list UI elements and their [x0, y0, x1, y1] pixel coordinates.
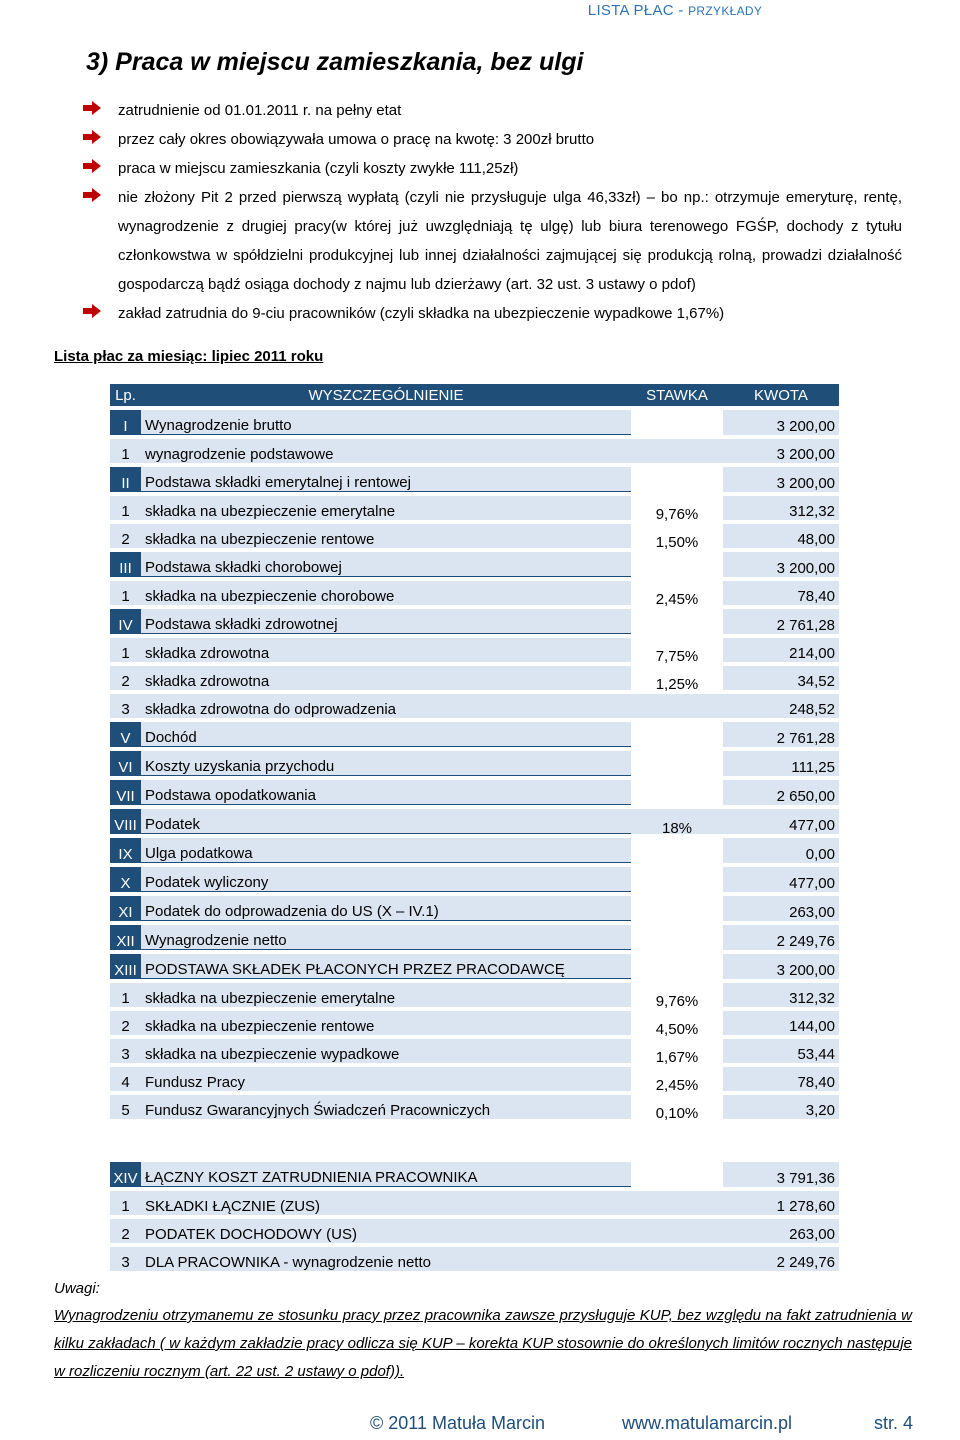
- list-item: zakład zatrudnia do 9-ciu pracowników (czyli składka na ubezpieczenie wypadkowe 1,67%): [82, 299, 902, 328]
- row-description: Podatek do odprowadzenia do US (X – IV.1): [141, 896, 631, 921]
- row-description: składka zdrowotna: [141, 638, 631, 662]
- row-amount: 78,40: [723, 581, 839, 605]
- row-rate: 1,25%: [631, 666, 723, 690]
- row-number: 2: [110, 1011, 141, 1035]
- row-rate: [631, 609, 723, 634]
- row-number: 2: [110, 524, 141, 548]
- row-description: DLA PRACOWNIKA - wynagrodzenie netto: [141, 1247, 631, 1271]
- footer-page-number: str. 4: [874, 1413, 914, 1433]
- row-number: XIII: [110, 954, 141, 979]
- row-amount: 312,32: [723, 983, 839, 1007]
- table-row: [110, 496, 839, 520]
- table-row: [110, 925, 839, 950]
- row-number: 2: [110, 1219, 141, 1243]
- row-description: Wynagrodzenie netto: [141, 925, 631, 950]
- section-heading: 3) Praca w miejscu zamieszkania, bez ulgi: [86, 48, 584, 76]
- arrow-right-icon: [82, 188, 102, 202]
- row-rate: 2,45%: [631, 581, 723, 605]
- row-description: Podstawa składki chorobowej: [141, 552, 631, 577]
- row-number: 1: [110, 983, 141, 1007]
- row-number: 3: [110, 694, 141, 718]
- table-row: [110, 524, 839, 548]
- row-number: 1: [110, 1191, 141, 1215]
- table-row: [110, 638, 839, 662]
- table-row: [110, 581, 839, 605]
- table-row: [110, 780, 839, 805]
- row-amount: 34,52: [723, 666, 839, 690]
- row-rate: [631, 467, 723, 492]
- row-amount: 477,00: [723, 809, 839, 834]
- row-number: X: [110, 867, 141, 892]
- row-rate: [631, 552, 723, 577]
- row-amount: 111,25: [723, 751, 839, 776]
- table-row: [110, 1247, 839, 1271]
- header-subtitle: PRZYKŁADY: [688, 4, 763, 18]
- row-amount: 2 650,00: [723, 780, 839, 805]
- row-rate: [631, 896, 723, 921]
- row-rate: [631, 838, 723, 863]
- row-number: 3: [110, 1247, 141, 1271]
- row-description: składka zdrowotna do odprowadzenia: [141, 694, 631, 718]
- list-item: zatrudnienie od 01.01.2011 r. na pełny etat: [82, 96, 902, 125]
- row-rate: [631, 867, 723, 892]
- row-rate: [631, 722, 723, 747]
- table-row: [110, 467, 839, 492]
- row-number: 1: [110, 496, 141, 520]
- row-amount: 3,20: [723, 1095, 839, 1119]
- table-row: [110, 838, 839, 863]
- row-rate: [631, 780, 723, 805]
- row-rate: [631, 1247, 723, 1271]
- row-number: 4: [110, 1067, 141, 1091]
- footer-website: www.matulamarcin.pl: [622, 1413, 793, 1433]
- row-amount: 0,00: [723, 838, 839, 863]
- row-number: VIII: [110, 809, 141, 834]
- row-description: PODSTAWA SKŁADEK PŁACONYCH PRZEZ PRACODAWCĘ: [141, 954, 631, 979]
- row-amount: 78,40: [723, 1067, 839, 1091]
- row-rate: [631, 410, 723, 435]
- row-description: Ulga podatkowa: [141, 838, 631, 863]
- row-rate: [631, 1191, 723, 1215]
- row-rate: 9,76%: [631, 496, 723, 520]
- row-amount: 48,00: [723, 524, 839, 548]
- row-number: IX: [110, 838, 141, 863]
- table-row: [110, 722, 839, 747]
- row-rate: [631, 439, 723, 463]
- arrow-right-icon: [82, 304, 102, 318]
- table-row: [110, 1191, 839, 1215]
- row-amount: 214,00: [723, 638, 839, 662]
- row-number: I: [110, 410, 141, 435]
- list-item: nie złożony Pit 2 przed pierwszą wypłatą (czyli nie przysługuje ulga 46,33zł) – bo np.: otrzymuje emeryturę, rentę, wynagrodzenie z drugiej pracy(w której już uwzględniają tę ulgę) lub biura terenowego FGŚP, dochody z tytułu członkowstwa w spółdzielni produkcyjnej lub innej działalności zajmującej się produkcją rolną, prowadzi działalność gospodarczą bądź osiąga dochody z najmu lub dzierżawy (art. 32 ust. 3 ustawy o pdof): [82, 183, 902, 299]
- table-row: [110, 552, 839, 577]
- row-description: składka zdrowotna: [141, 666, 631, 690]
- notes-text: Wynagrodzeniu otrzymanemu ze stosunku pracy przez pracownika zawsze przysługuje KUP, bez względu na fakt zatrudnienia w kilku zakładach ( w każdym zakładzie pracy odlicza się KUP – korekta KUP stosownie do określonych limitów rocznych następuje w rozliczeniu rocznym (art. 22 ust. 2 ustawy o pdof)).: [54, 1307, 912, 1380]
- row-rate: 1,50%: [631, 524, 723, 548]
- row-number: II: [110, 467, 141, 492]
- column-header: WYSZCZEGÓLNIENIE: [141, 384, 631, 406]
- row-rate: 2,45%: [631, 1067, 723, 1091]
- row-number: XIV: [110, 1162, 141, 1187]
- arrow-right-icon: [82, 130, 102, 144]
- row-rate: [631, 751, 723, 776]
- table-row: [110, 896, 839, 921]
- row-amount: 2 761,28: [723, 609, 839, 634]
- row-description: Dochód: [141, 722, 631, 747]
- row-amount: 477,00: [723, 867, 839, 892]
- table-row: [110, 1067, 839, 1091]
- row-description: SKŁADKI ŁĄCZNIE (ZUS): [141, 1191, 631, 1215]
- row-amount: 2 761,28: [723, 722, 839, 747]
- payroll-subtitle: Lista płac za miesiąc: lipiec 2011 roku: [54, 348, 324, 365]
- row-number: VII: [110, 780, 141, 805]
- row-description: PODATEK DOCHODOWY (US): [141, 1219, 631, 1243]
- row-description: Koszty uzyskania przychodu: [141, 751, 631, 776]
- row-amount: 263,00: [723, 896, 839, 921]
- row-number: VI: [110, 751, 141, 776]
- table-row: [110, 983, 839, 1007]
- column-header: KWOTA: [723, 384, 839, 406]
- row-description: Podatek wyliczony: [141, 867, 631, 892]
- row-rate: [631, 925, 723, 950]
- row-number: 1: [110, 638, 141, 662]
- table-row: [110, 410, 839, 435]
- list-item: praca w miejscu zamieszkania (czyli koszty zwykłe 111,25zł): [82, 154, 902, 183]
- row-rate: [631, 1162, 723, 1187]
- row-number: XI: [110, 896, 141, 921]
- row-amount: 263,00: [723, 1219, 839, 1243]
- row-description: Fundusz Pracy: [141, 1067, 631, 1091]
- table-header-row: [110, 384, 839, 406]
- row-rate: 7,75%: [631, 638, 723, 662]
- table-row: [110, 1162, 839, 1187]
- row-amount: 3 791,36: [723, 1162, 839, 1187]
- table-row: [110, 694, 839, 718]
- row-amount: 1 278,60: [723, 1191, 839, 1215]
- table-row: [110, 1095, 839, 1119]
- row-amount: 2 249,76: [723, 1247, 839, 1271]
- row-number: XII: [110, 925, 141, 950]
- footer-copyright: © 2011 Matuła Marcin: [370, 1413, 546, 1433]
- list-item: przez cały okres obowiązywała umowa o pracę na kwotę: 3 200zł brutto: [82, 125, 902, 154]
- row-description: składka na ubezpieczenie wypadkowe: [141, 1039, 631, 1063]
- page-header: [390, 2, 960, 19]
- row-amount: 144,00: [723, 1011, 839, 1035]
- assumptions-list: [82, 96, 902, 328]
- row-amount: 53,44: [723, 1039, 839, 1063]
- table-row: [110, 954, 839, 979]
- table-row: [110, 609, 839, 634]
- table-row: [110, 1011, 839, 1035]
- row-description: Wynagrodzenie brutto: [141, 410, 631, 435]
- row-description: składka na ubezpieczenie emerytalne: [141, 983, 631, 1007]
- row-amount: 3 200,00: [723, 410, 839, 435]
- row-description: składka na ubezpieczenie rentowe: [141, 524, 631, 548]
- row-number: 3: [110, 1039, 141, 1063]
- row-rate: [631, 694, 723, 718]
- arrow-right-icon: [82, 101, 102, 115]
- row-description: Podstawa opodatkowania: [141, 780, 631, 805]
- row-amount: 248,52: [723, 694, 839, 718]
- row-description: wynagrodzenie podstawowe: [141, 439, 631, 463]
- table-row: [110, 751, 839, 776]
- row-number: III: [110, 552, 141, 577]
- row-number: 5: [110, 1095, 141, 1119]
- row-amount: 3 200,00: [723, 552, 839, 577]
- row-number: IV: [110, 609, 141, 634]
- row-number: 1: [110, 439, 141, 463]
- header-title: LISTA PŁAC -: [587, 2, 689, 19]
- row-description: Podstawa składki zdrowotnej: [141, 609, 631, 634]
- row-number: V: [110, 722, 141, 747]
- row-rate: 1,67%: [631, 1039, 723, 1063]
- summary-table: [110, 1158, 839, 1275]
- row-rate: 18%: [631, 809, 723, 834]
- column-header: STAWKA: [631, 384, 723, 406]
- table-row: [110, 867, 839, 892]
- table-row: [110, 809, 839, 834]
- row-rate: 9,76%: [631, 983, 723, 1007]
- row-rate: [631, 954, 723, 979]
- row-rate: [631, 1219, 723, 1243]
- table-row: [110, 1219, 839, 1243]
- column-header: Lp.: [110, 384, 141, 406]
- row-description: składka na ubezpieczenie chorobowe: [141, 581, 631, 605]
- row-amount: 3 200,00: [723, 954, 839, 979]
- payroll-table: [110, 380, 839, 1123]
- row-rate: 4,50%: [631, 1011, 723, 1035]
- row-rate: 0,10%: [631, 1095, 723, 1119]
- table-row: [110, 439, 839, 463]
- row-description: składka na ubezpieczenie rentowe: [141, 1011, 631, 1035]
- row-description: składka na ubezpieczenie emerytalne: [141, 496, 631, 520]
- row-description: Podstawa składki emerytalnej i rentowej: [141, 467, 631, 492]
- table-row: [110, 666, 839, 690]
- row-amount: 312,32: [723, 496, 839, 520]
- arrow-right-icon: [82, 159, 102, 173]
- row-amount: 3 200,00: [723, 467, 839, 492]
- row-description: ŁĄCZNY KOSZT ZATRUDNIENIA PRACOWNIKA: [141, 1162, 631, 1187]
- row-description: Podatek: [141, 809, 631, 834]
- row-number: 2: [110, 666, 141, 690]
- table-row: [110, 1039, 839, 1063]
- row-amount: 3 200,00: [723, 439, 839, 463]
- row-number: 1: [110, 581, 141, 605]
- notes-label: Uwagi:: [54, 1280, 100, 1297]
- row-amount: 2 249,76: [723, 925, 839, 950]
- row-description: Fundusz Gwarancyjnych Świadczeń Pracowniczych: [141, 1095, 631, 1119]
